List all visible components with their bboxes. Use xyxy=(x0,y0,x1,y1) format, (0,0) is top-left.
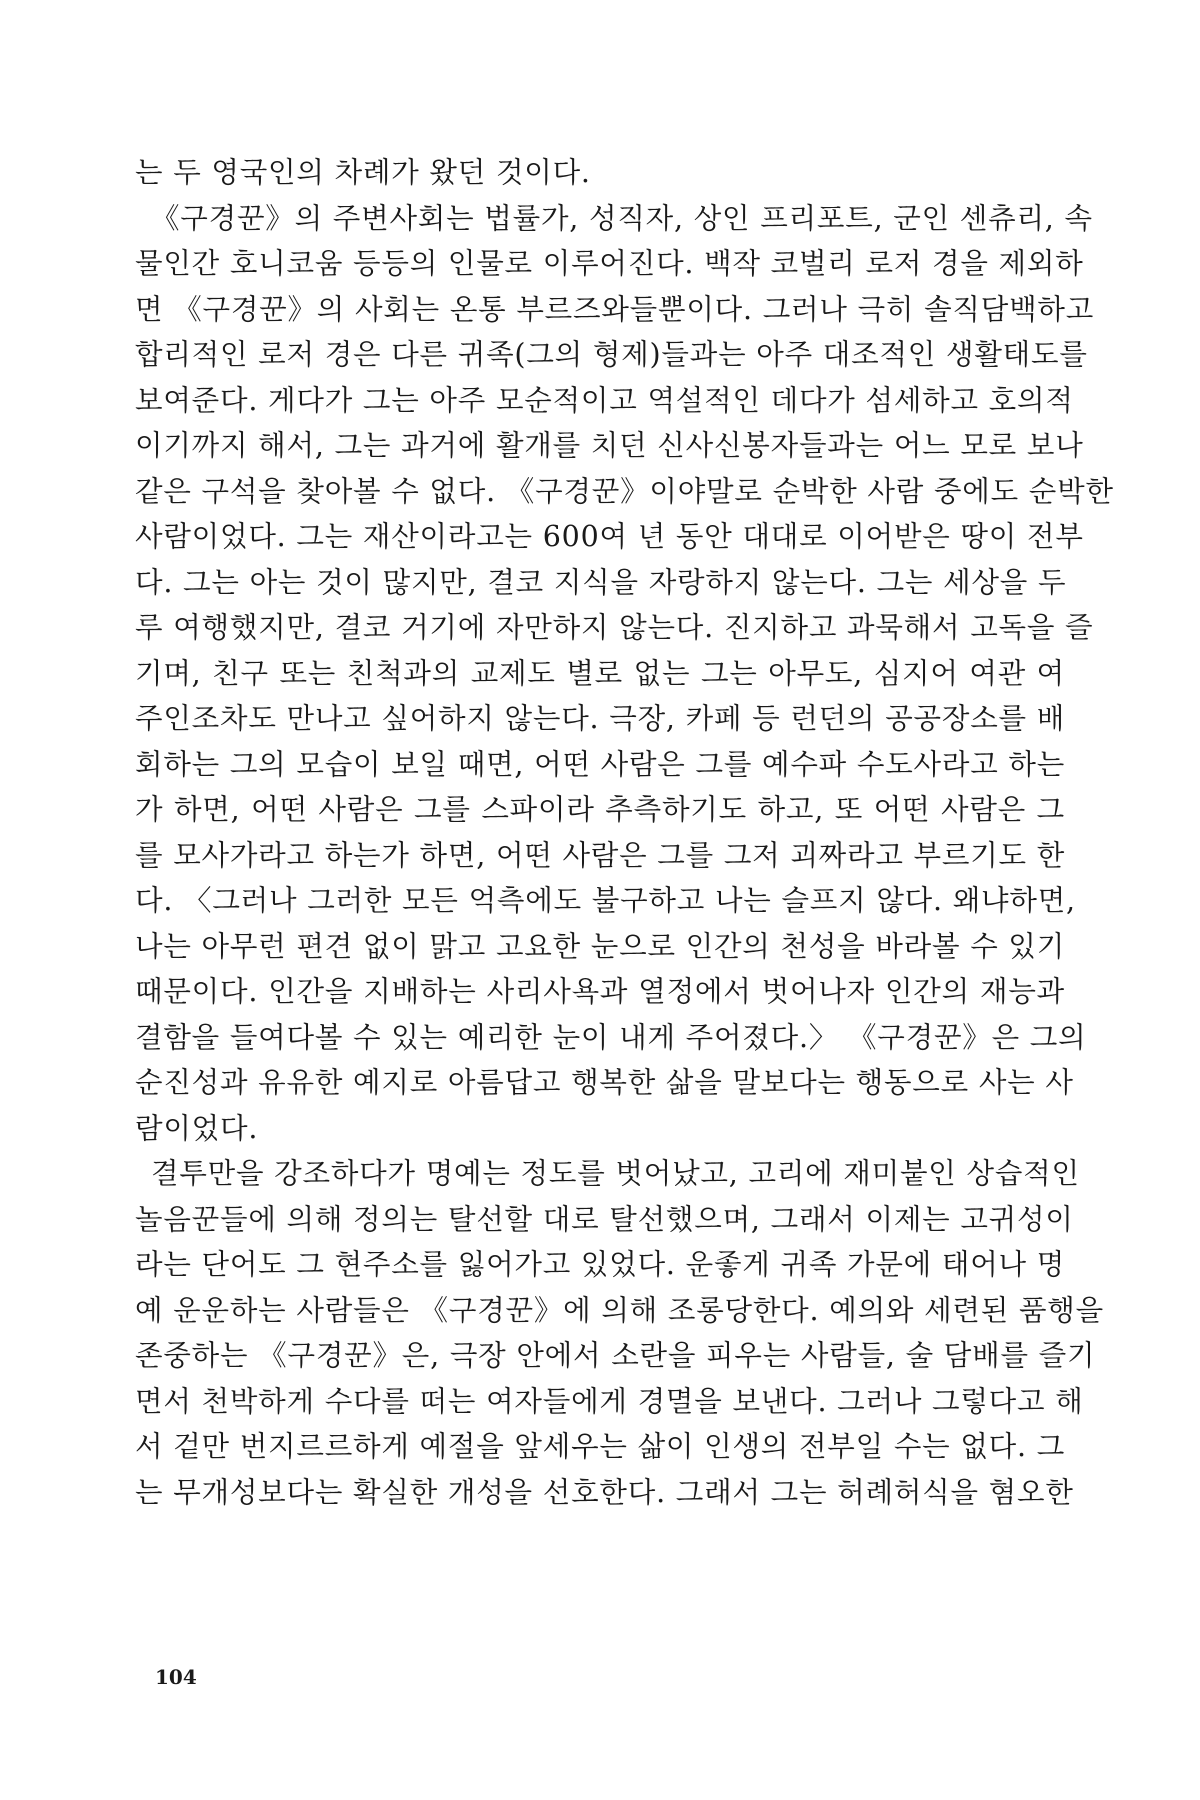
text-line: 회하는 그의 모습이 보일 때면, 어떤 사람은 그를 예수파 수도사라고 하는 xyxy=(135,747,1066,781)
text-line: 때문이다. 인간을 지배하는 사리사욕과 열정에서 벗어나자 인간의 재능과 xyxy=(135,975,1065,1008)
text-line: 주인조차도 만나고 싶어하지 않는다. 극장, 카페 등 런던의 공공장소를 배 xyxy=(135,702,1066,735)
text-line: 가 하면, 어떤 사람은 그를 스파이라 추측하기도 하고, 또 어떤 사람은 그 xyxy=(135,793,1065,826)
text-line: 서 겉만 번지르르하게 예절을 앞세우는 삶이 인생의 전부일 수는 없다. 그 xyxy=(135,1430,1066,1463)
text-line: 존중하는 《구경꾼》은, 극장 안에서 소란을 피우는 사람들, 술 담배를 즐기 xyxy=(135,1339,1096,1372)
text-line: 루 여행했지만, 결코 거기에 자만하지 않는다. 진지하고 과묵해서 고독을 즐 xyxy=(135,611,1094,644)
text-line: 결투만을 강조하다가 명예는 정도를 벗어났고, 고리에 재미붙인 상습적인 xyxy=(151,1157,1080,1190)
text-line: 라는 단어도 그 현주소를 잃어가고 있었다. 운좋게 귀족 가문에 태어나 명 xyxy=(135,1248,1066,1281)
text-line: 물인간 호니코움 등등의 인물로 이루어진다. 백작 코벌리 로저 경을 제외하 xyxy=(135,247,1084,280)
text-line: 《구경꾼》의 주변사회는 법률가, 성직자, 상인 프리포트, 군인 센츄리, 속 xyxy=(151,201,1093,235)
text-line: 순진성과 유유한 예지로 아름답고 행복한 삶을 말보다는 행동으로 사는 사 xyxy=(135,1066,1074,1099)
text-line: 결함을 들여다볼 수 있는 예리한 눈이 내게 주어졌다.〉 《구경꾼》은 그의 xyxy=(135,1020,1087,1054)
text-line: 를 모사가라고 하는가 하면, 어떤 사람은 그를 그저 괴짜라고 부르기도 한 xyxy=(135,838,1066,872)
text-line: 람이었다. xyxy=(135,1111,259,1145)
text-line: 기며, 친구 또는 친척과의 교제도 별로 없는 그는 아무도, 심지어 여관 여 xyxy=(135,656,1065,690)
text-line: 면 《구경꾼》의 사회는 온통 부르즈와들뿐이다. 그러나 극히 솔직담백하고 xyxy=(135,292,1095,326)
text-line: 놀음꾼들에 의해 정의는 탈선할 대로 탈선했으며, 그래서 이제는 고귀성이 xyxy=(135,1202,1074,1236)
text-line: 면서 천박하게 수다를 떠는 여자들에게 경멸을 보낸다. 그러나 그렇다고 해 xyxy=(135,1384,1084,1418)
text-line: 합리적인 로저 경은 다른 귀족(그의 형제)들과는 아주 대조적인 생활태도를 xyxy=(135,338,1088,371)
text-line: 다. 그는 아는 것이 많지만, 결코 지식을 자랑하지 않는다. 그는 세상을 두 xyxy=(135,565,1067,599)
text-line: 는 두 영국인의 차례가 왔던 것이다. xyxy=(135,156,591,189)
body-text xyxy=(135,150,1114,1515)
text-line: 예 운운하는 사람들은 《구경꾼》에 의해 조롱당한다. 예의와 세련된 품행을 xyxy=(135,1293,1104,1327)
text-line: 나는 아무런 편견 없이 맑고 고요한 눈으로 인간의 천성을 바라볼 수 있기 xyxy=(135,929,1066,963)
page-number: 104 xyxy=(155,1665,197,1689)
text-line: 다. 〈그러나 그러한 모든 억측에도 불구하고 나는 슬프지 않다. 왜냐하면, xyxy=(135,884,1076,917)
text-line: 사람이었다. 그는 재산이라고는 600여 년 동안 대대로 이어받은 땅이 전부 xyxy=(135,520,1084,553)
text-line: 는 무개성보다는 확실한 개성을 선호한다. 그래서 그는 허례허식을 혐오한 xyxy=(135,1475,1074,1509)
text-line: 이기까지 해서, 그는 과거에 활개를 치던 신사신봉자들과는 어느 모로 보나 xyxy=(135,429,1084,462)
text-line: 보여준다. 게다가 그는 아주 모순적이고 역설적인 데다가 섬세하고 호의적 xyxy=(135,383,1074,417)
text-line: 같은 구석을 찾아볼 수 없다. 《구경꾼》이야말로 순박한 사람 중에도 순박한 xyxy=(135,474,1114,508)
